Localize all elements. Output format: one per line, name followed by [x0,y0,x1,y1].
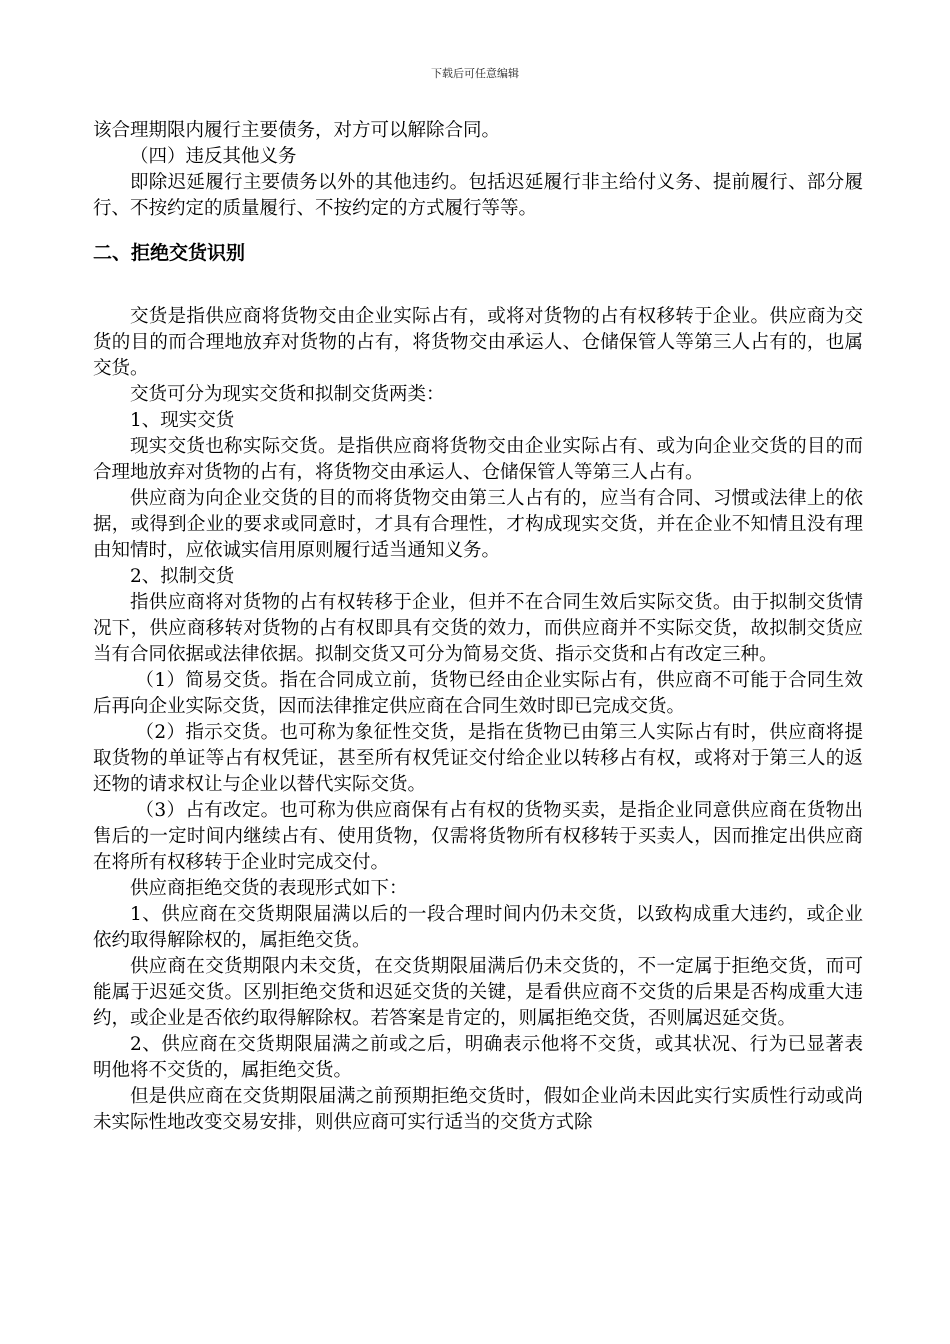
subheading-violation-other-duties: （四）违反其他义务 [130,146,297,167]
paragraph: 指供应商将对货物的占有权转移于企业，但并不在合同生效后实际交货。由于拟制交货情况下，供应商移转对货物的占有权即具有交货的效力，而供应商并不实际交货，故拟制交货应当有合同依据或法律依据。拟制交货又可分为简易交货、指示交货和占有改定三种。 [93,592,863,665]
paragraph: 供应商拒绝交货的表现形式如下： [130,878,408,899]
paragraph: 供应商为向企业交货的目的而将货物交由第三人占有的，应当有合同、习惯或法律上的依据，或得到企业的要求或同意时，才具有合理性，才构成现实交货，并在企业不知情且没有理由知情时，应依诚实信用原则履行适当通知义务。 [93,488,863,561]
subheading-constructive-delivery: 2、拟制交货 [130,566,235,587]
paragraph: 该合理期限内履行主要债务，对方可以解除合同。 [93,120,501,141]
paragraph: 2、供应商在交货期限届满之前或之后，明确表示他将不交货，或其状况、行为已显著表明他将不交货的，属拒绝交货。 [93,1034,863,1081]
section-body [93,304,863,1136]
paragraph: 但是供应商在交货期限届满之前预期拒绝交货时，假如企业尚未因此实行实质性行动或尚未实际性地改变交易安排，则供应商可实行适当的交货方式除 [93,1086,863,1133]
page-header: 下载后可任意编辑 [431,67,519,80]
paragraph: （2）指示交货。也可称为象征性交货，是指在货物已由第三人实际占有时，供应商将提取货物的单证等占有权凭证，甚至所有权凭证交付给企业以转移占有权，或将对于第三人的返还物的请求权让与企业以替代实际交货。 [93,722,863,795]
subheading-actual-delivery: 1、现实交货 [130,410,235,431]
paragraph: 交货是指供应商将货物交由企业实际占有，或将对货物的占有权移转于企业。供应商为交货的目的而合理地放弃对货物的占有，将货物交由承运人、仓储保管人等第三人占有的，也属交货。 [93,306,863,379]
paragraph: （1）简易交货。指在合同成立前，货物已经由企业实际占有，供应商不可能于合同生效后再向企业实际交货，因而法律推定供应商在合同生效时即已完成交货。 [93,670,863,717]
paragraph: 即除迟延履行主要债务以外的其他违约。包括迟延履行非主给付义务、提前履行、部分履行、不按约定的质量履行、不按约定的方式履行等等。 [93,172,863,219]
paragraph: 1、供应商在交货期限届满以后的一段合理时间内仍未交货，以致构成重大违约，或企业依约取得解除权的，属拒绝交货。 [93,904,863,951]
paragraph: （3）占有改定。也可称为供应商保有占有权的货物买卖，是指企业同意供应商在货物出售后的一定时间内继续占有、使用货物，仅需将货物所有权移转于买卖人，因而推定出供应商在将所有权移转于企业时完成交付。 [93,800,863,873]
document-body [93,118,863,1136]
section-heading: 二、拒绝交货识别 [93,242,246,264]
paragraph: 现实交货也称实际交货。是指供应商将货物交由企业实际占有、或为向企业交货的目的而合理地放弃对货物的占有，将货物交由承运人、仓储保管人等第三人占有。 [93,436,863,483]
paragraph: 交货可分为现实交货和拟制交货两类： [130,384,445,405]
paragraph: 供应商在交货期限内未交货，在交货期限届满后仍未交货的，不一定属于拒绝交货，而可能属于迟延交货。区别拒绝交货和迟延交货的关键，是看供应商不交货的后果是否构成重大违约，或企业是否依约取得解除权。若答案是肯定的，则属拒绝交货，否则属迟延交货。 [93,956,863,1029]
